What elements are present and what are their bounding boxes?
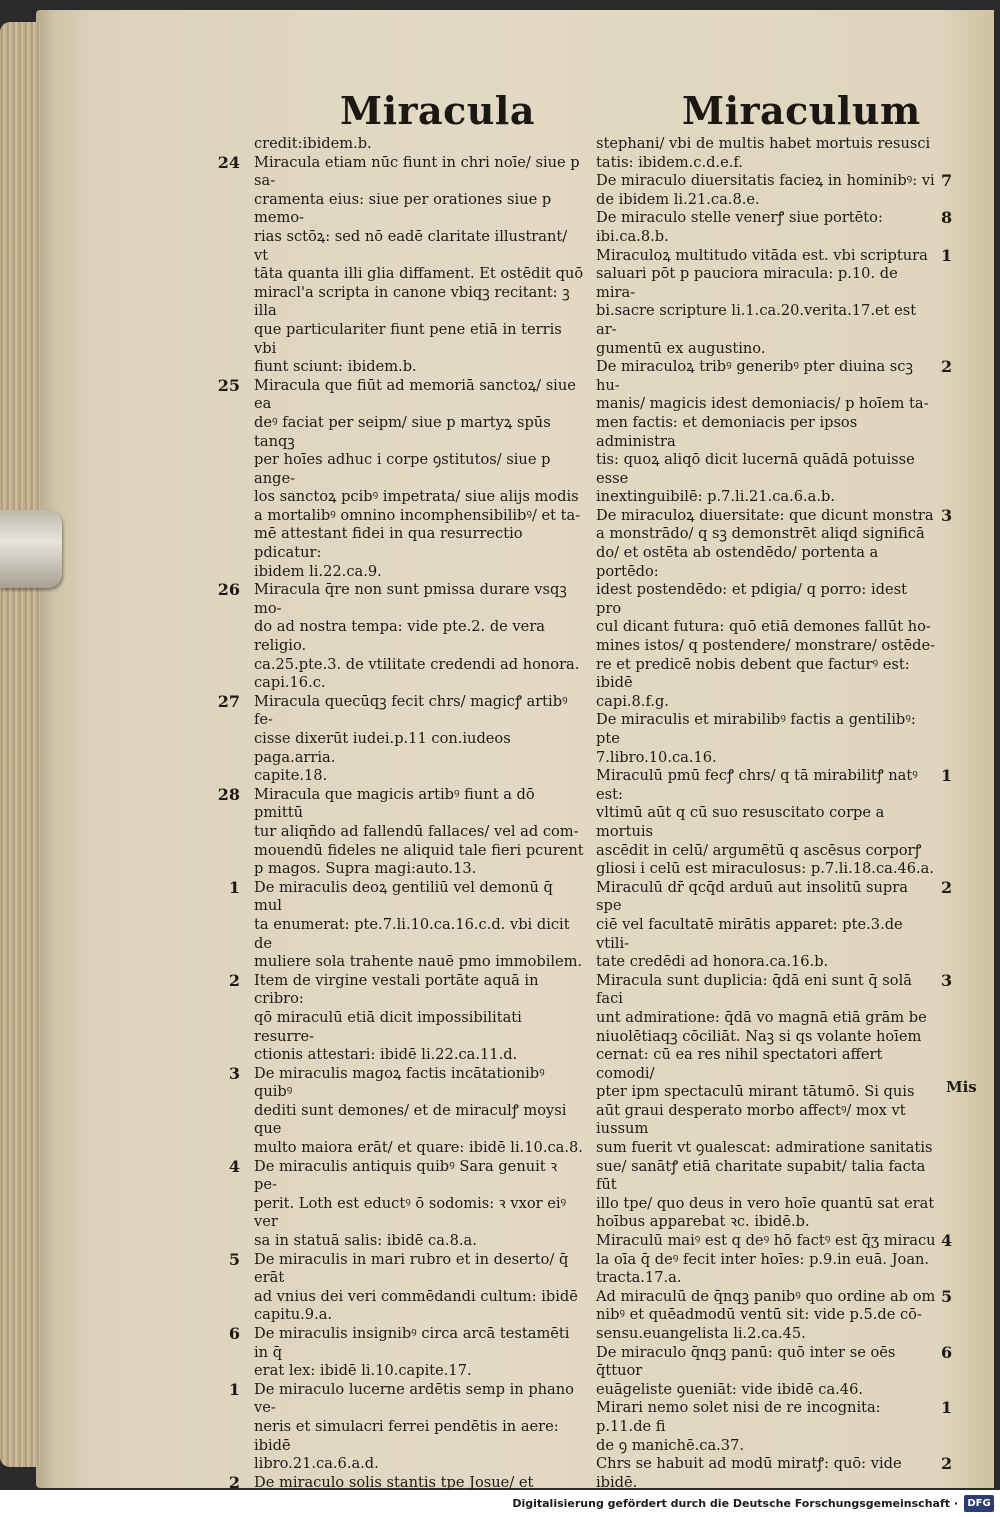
entry-text: Miracula quecūqꝫ fecit chrs/ magicꝭ artibꝰ fe- cisse dixerūt iudei.p.11 con.iudeos paga.arria. capite.18. — [254, 692, 568, 785]
entry-number: 24 — [217, 152, 240, 172]
entry-text: Miracula etiam nūc fiunt in chri noīe/ siue p sa- cramenta eius: siue per orationes siue p memo- rias sctōꝝ: sed nō eadē claritate illustrant/ vt tāta quanta illi glia diffament. Et ostēdit quō miracl'a scripta in canone vbiqꝫ recitant: ꝫ illa que particulariter fiunt pene etiā in terris vbi fiunt sciunt: ibidem.b. — [254, 153, 584, 376]
index-entry — [596, 1454, 953, 1490]
margin-note: Mis — [946, 1078, 977, 1096]
entry-text: Miraculoꝝ multitudo vitāda est. vbi scriptura saluari pōt p pauciora miracula: p.10. de mira- bi.sacre scripture li.1.ca.20.verita.17.et est ar- gumentū ex augustino. — [596, 246, 928, 357]
entry-number: 1 — [228, 1379, 240, 1399]
entry-number: 6 — [941, 1342, 953, 1362]
index-entry — [596, 1398, 953, 1455]
page-edges — [0, 22, 40, 1467]
index-entry — [228, 1156, 584, 1251]
entry-text: Miraculū maiꝰ est q deꝰ hō factꝰ est q̄ʒ miracu la oīa q̄ deꝰ fecit inter hoīes: p.9.in euā. Joan. tracta.17.a. — [596, 1232, 936, 1287]
index-entry — [228, 1063, 584, 1158]
entry-number: 5 — [228, 1249, 240, 1269]
index-entry — [228, 1472, 584, 1490]
entry-number: 2 — [941, 357, 953, 377]
entry-number: 4 — [228, 1156, 240, 1176]
entry-text: De miraculo diuersitatis facieꝝ in hominibꝰ: vi de ibidem li.21.ca.8.e. — [596, 172, 935, 208]
index-entry — [596, 171, 953, 209]
index-entry — [228, 1379, 584, 1474]
entry-number: 2 — [228, 970, 240, 990]
entry-number: 2 — [228, 1472, 240, 1490]
entry-number: 5 — [941, 1286, 953, 1306]
entry-number: 1 — [941, 766, 953, 786]
index-entry — [217, 375, 584, 582]
entry-number: 27 — [217, 691, 240, 711]
index-entry — [596, 711, 936, 767]
index-entry — [228, 970, 584, 1065]
index-entry — [228, 877, 584, 972]
index-entry — [254, 135, 584, 154]
index-entry — [596, 505, 953, 712]
index-entry — [228, 1249, 584, 1325]
footer-credit: Digitalisierung gefördert durch die Deutsche Forschungsgemeinschaft · — [512, 1497, 958, 1510]
index-entry — [596, 1231, 953, 1288]
entry-number: 2 — [941, 1454, 953, 1474]
right-column — [596, 135, 953, 1490]
entry-number: 1 — [228, 877, 240, 897]
entry-number: 1 — [941, 1398, 953, 1418]
index-entry — [596, 208, 953, 246]
entry-text: Ad miraculū de q̄nqꝫ panibꝰ quo ordine ab om nibꝰ et quēadmodū ventū sit: vide p.5.de cō- sensu.euangelista li.2.ca.45. — [596, 1287, 936, 1342]
entry-text: De miraculoꝝ tribꝰ generibꝰ pter diuina scꝫ hu- manis/ magicis idest demoniacis/ p hoīem ta- men factis: et demoniacis per ipsos administra tis: quoꝝ aliqō dicit lucernā quādā potuisse esse inextinguibilē: p.7.li.21.ca.6.a.b. — [596, 358, 929, 506]
entry-number: 26 — [217, 580, 240, 600]
entry-text: Miracula q̄re non sunt pmissa durare vsqꝫ mo- do ad nostra tempa: vide pte.2. de vera religio. ca.25.pte.3. de vtilitate credendi ad honora. capi.16.c. — [254, 581, 580, 692]
entry-number: 2 — [941, 877, 953, 897]
index-entry — [596, 877, 953, 972]
dfg-logo: DFG — [964, 1495, 994, 1512]
entry-text: De miraculo q̄nqꝫ panū: quō inter se oēs q̄ttuor euāgeliste ꝯueniāt: vide ibidē ca.46. — [596, 1343, 896, 1398]
entry-text: De miraculo lucerne ardētis semp in phano ve- neris et simulacri ferrei pendētis in aere: ibidē libro.21.ca.6.a.d. — [254, 1380, 574, 1473]
index-entry — [596, 766, 953, 879]
index-entry — [596, 1286, 953, 1344]
entry-number: 8 — [941, 208, 953, 228]
entry-text: De miraculoꝝ diuersitate: que dicunt monstra a monstrādo/ q sꝫ demonstrēt aliqd significā do/ et ostēta ab ostendēdo/ portenta a portēdo: idest postendēdo: et pdigia/ q porro: idest pro cul dicant futura: quō etiā demones fallūt ho- mines istos/ q postendere/ monstrare/ ostēde- re et predicē nobis debent que facturꝰ est: ibidē capi.8.f.g. — [596, 506, 936, 710]
entry-number: 1 — [941, 245, 953, 265]
entry-text: De miraculo stelle venerꝭ siue portēto: ibi.ca.8.b. — [596, 209, 883, 245]
entry-text: Mirari nemo solet nisi de re incognita: p.11.de fi de ꝯ manichē.ca.37. — [596, 1399, 881, 1454]
header-right: Miraculum — [682, 88, 921, 133]
entry-number: 6 — [228, 1324, 240, 1343]
entry-number: 3 — [228, 1063, 240, 1083]
book-clasp — [0, 510, 62, 588]
left-column — [217, 135, 584, 1490]
entry-text: Miraculū dr̄ qcq̄d arduū aut insolitū supra spe ciē vel facultatē mirātis apparet: pte.3.de vtili- tate credēdi ad honora.ca.16.b. — [596, 878, 908, 971]
index-entry — [217, 152, 584, 377]
entry-text: De miraculis insignibꝰ circa arcā testamēti in q̄ erat lex: ibidē li.10.capite.17. — [254, 1325, 570, 1380]
entry-text: De miraculis deoꝝ gentiliū vel demonū q̄ mul ta enumerat: pte.7.li.10.ca.16.c.d. vbi dicit de muliere sola trahente nauē pmo immobilem. — [254, 878, 583, 971]
entry-text: De miraculis in mari rubro et in deserto/ q̄ erāt ad vnius dei veri commēdandi cultum: ibidē capitu.9.a. — [254, 1250, 578, 1324]
header-left: Miracula — [340, 88, 535, 133]
entry-text: Miracula sunt duplicia: q̄dā eni sunt q̄ solā faci unt admiratione: q̄dā vo magnā etiā grām be niuolētiaqꝫ cōciliāt. Naꝫ si qs volante hoīem cernat: cū ea res nihil spectatori affert comodi/ pter ipm spectaculū mirant tātumō. Si quis aūt graui desperato morbo affectꝰ/ mox vt iussum sum fuerit vt ꝯualescat: admiratione sanitatis sue/ sanātꝭ etiā charitate supabit/ talia facta fūt illo tpe/ quo deus in vero hoīe quantū sat erat hoībus apparebat ꝛc. ibidē.b. — [596, 971, 935, 1231]
entry-number: 25 — [217, 375, 240, 395]
index-entry — [217, 691, 584, 786]
index-entry — [596, 245, 953, 359]
entry-text: De miraculis antiquis quibꝰ Sara genuit ꝛ pe- perit. Loth est eductꝰ ō sodomis: ꝛ vxor eiꝰ ver sa in statuā salis: ibidē ca.8.a. — [254, 1157, 567, 1250]
entry-text: De miraculo solis stantis tpe Josue/ et — [254, 1473, 534, 1490]
entry-text: Item de virgine vestali portāte aquā in cribro: qō miraculū etiā dicit impossibilitati resurre- ctionis attestari: ibidē li.22.ca.11.d. — [254, 971, 539, 1064]
entry-text: De miraculis et mirabilibꝰ factis a gentilibꝰ: pte 7.libro.10.ca.16. — [596, 711, 916, 766]
entry-number: 4 — [941, 1231, 953, 1251]
entry-text: credit:ibidem.b. — [254, 135, 372, 152]
entry-text: Chrs se habuit ad modū miratꝭ: quō: vide ibidē. — [596, 1455, 902, 1490]
entry-number: 28 — [217, 784, 240, 804]
index-entry — [596, 357, 953, 507]
index-entry — [596, 135, 936, 172]
index-entry — [228, 1324, 584, 1381]
entry-number: 3 — [941, 505, 953, 525]
entry-text: Miraculū pmū fecꝭ chrs/ q tā mirabilitꝭ natꝰ est: vltimū aūt q cū suo resuscitato corpe a mortuis ascēdit in celū/ argumētū q ascēsus corporꝭ gliosi i celū est miraculosus: p.7.li.18.ca.46.a. — [596, 767, 935, 878]
entry-number: 3 — [941, 970, 953, 990]
entry-text: De miraculis magoꝝ factis incātationibꝰ quibꝰ dediti sunt demones/ et de miraculꝭ moysi que multo maiora erāt/ et quare: ibidē li.10.ca.8. — [254, 1064, 583, 1157]
entry-text: Miracula que magicis artibꝰ fiunt a dō pmittū tur aliqn̄do ad fallendū fallaces/ vel ad com- mouendū fideles ne aliquid tale fieri pcurent p magos. Supra magi:auto.13. — [254, 785, 584, 878]
entry-number: 7 — [941, 171, 953, 191]
footer — [0, 1492, 1000, 1517]
index-entry — [217, 784, 584, 879]
index-entry — [596, 1342, 953, 1400]
index-entry — [217, 580, 584, 693]
index-entry — [596, 970, 953, 1232]
entry-text: Miracula que fiūt ad memoriā sanctoꝝ/ siue ea deꝰ faciat per seipm/ siue p martyꝝ spūs tanqꝫ per hoīes adhuc i corpe ꝯstitutos/ siue p ange- los sanctoꝝ pcibꝰ impetrata/ siue alijs modis a mortalibꝰ omnino incomphensibilibꝰ/ et ta- mē attestant fidei in qua resurrectio pdicatur: ibidem li.22.ca.9. — [254, 376, 581, 580]
entry-text: stephani/ vbi de multis habet mortuis resusci tatis: ibidem.c.d.e.f. — [596, 135, 931, 171]
